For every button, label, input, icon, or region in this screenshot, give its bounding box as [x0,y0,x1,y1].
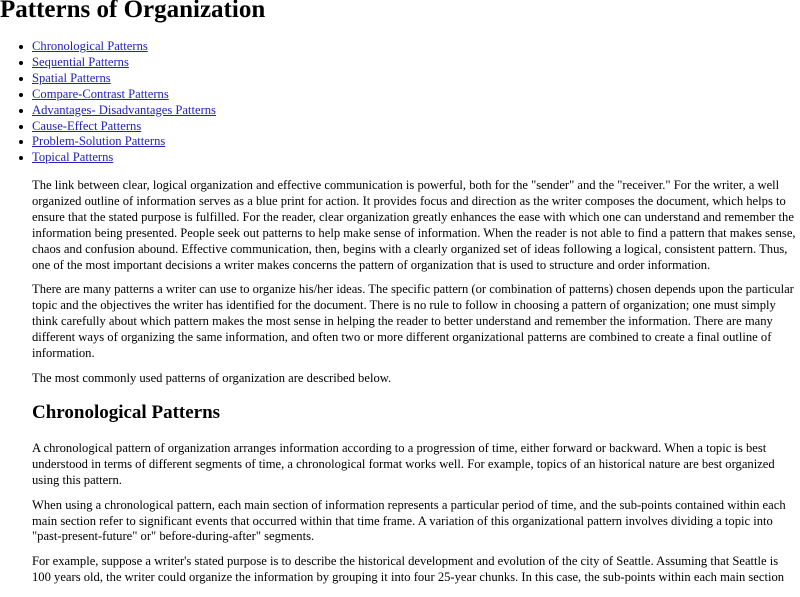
toc-link-topical[interactable]: Topical Patterns [32,150,114,165]
section-paragraph: When using a chronological pattern, each main section of information represents a particular period of time, and the sub-points contained within each main section refer to significant events that occurred within that time frame. A variation of this organizational pattern involves dividing a topic into "past-present-future" or" before-during-after" segments. [32,497,786,544]
table-of-contents [0,39,216,166]
toc-link-advantages-disadvantages[interactable]: Advantages- Disadvantages Patterns [32,102,216,117]
toc-link-sequential[interactable]: Sequential Patterns [32,54,129,69]
toc-item [32,39,216,55]
toc-link-spatial[interactable]: Spatial Patterns [32,70,111,85]
toc-item [32,103,216,119]
intro-paragraph: The most commonly used patterns of organization are described below. [32,370,392,385]
toc-item [32,119,216,135]
page-title: Patterns of Organization [0,0,266,23]
toc-item [32,150,216,166]
toc-item [32,55,216,71]
toc-link-problem-solution[interactable]: Problem-Solution Patterns [32,134,166,149]
toc-item [32,71,216,87]
toc-item [32,134,216,150]
section-paragraph: For example, suppose a writer's stated purpose is to describe the historical development and evolution of the city of Seattle. Assuming that Seattle is 100 years old, the writer could organize the information by grouping it into four 25-year chunks. In this case, the sub-points within each main section [32,554,785,585]
main-content [32,178,800,595]
toc-item [32,87,216,103]
intro-paragraph: The link between clear, logical organization and effective communication is powerful, both for the "sender" and the "receiver." For the writer, a well organized outline of information serves as a blue print for action. It provides focus and direction as the writer composes the document, which helps to ensure that the stated purpose is fulfilled. For the reader, clear organization greatly enhances the ease with which one can understand and remember the information being presented. People seek out patterns to help make sense of information. When the reader is not able to find a pattern that makes sense, chaos and confusion abound. Effective communication, then, begins with a clearly organized set of ideas following a logical, consistent pattern. Thus, one of the most important decisions a writer makes concerns the pattern of organization that is used to structure and order information. [32,178,796,272]
section-paragraph: A chronological pattern of organization arranges information according to a progression of time, either forward or backward. When a topic is best understood in terms of different segments of time, a chronological format works well. For example, topics of an historical nature are best organized using this pattern. [32,440,775,487]
toc-link-chronological[interactable]: Chronological Patterns [32,39,148,53]
section-heading-chronological: Chronological Patterns [32,401,221,423]
toc-link-compare-contrast[interactable]: Compare-Contrast Patterns [32,86,169,101]
toc-link-cause-effect[interactable]: Cause-Effect Patterns [32,118,142,133]
intro-paragraph: There are many patterns a writer can use to organize his/her ideas. The specific pattern (or combination of patterns) chosen depends upon the particular topic and the objectives the writer has identified for the document. There is no rule to follow in choosing a pattern of organization; one must simply think carefully about which pattern makes the most sense in helping the reader to better understand and remember the information. There are many different ways of organizing the same information, and often two or more different organizational patterns are combined to create a final outline of information. [32,282,794,361]
